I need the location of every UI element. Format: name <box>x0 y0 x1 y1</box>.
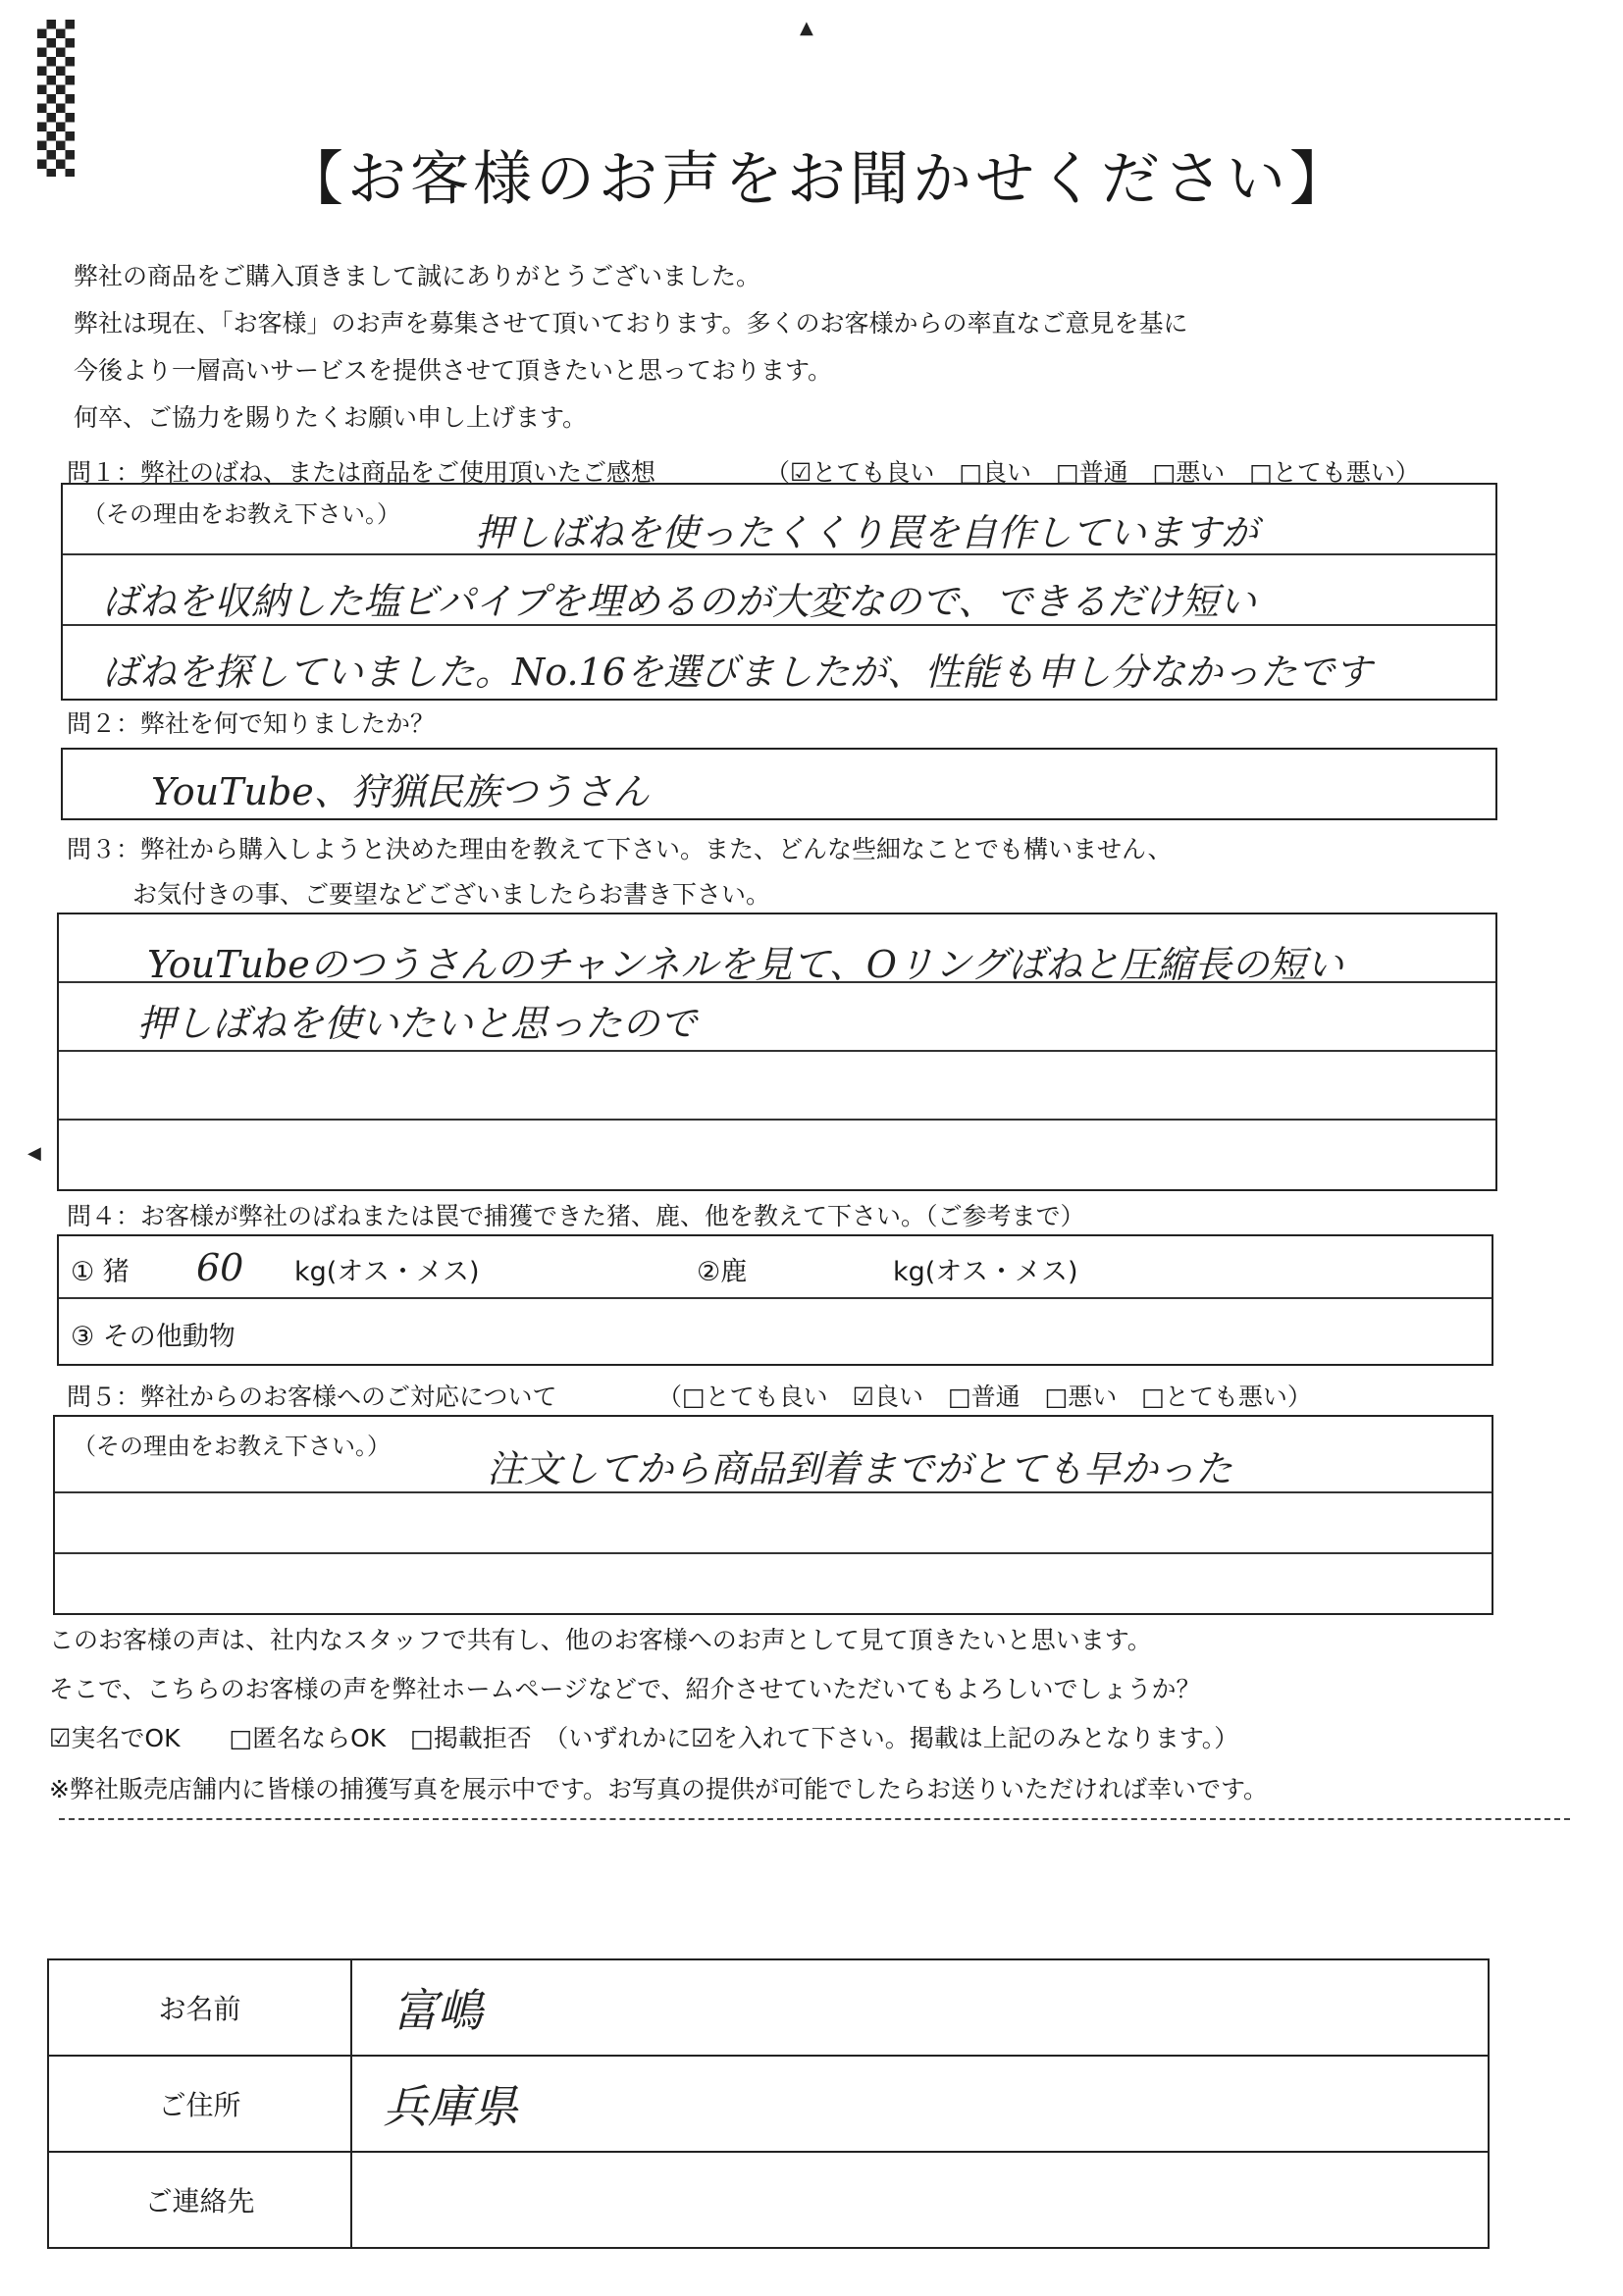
question-3-answer-box <box>57 913 1497 1191</box>
intro-line: 弊社は現在、「お客様」のお声を募集させて頂いております。多くのお客様からの率直なご意見を基に <box>74 309 1188 338</box>
checker-pattern <box>37 20 75 177</box>
divider <box>59 1818 1570 1820</box>
question-1-answer-line: ばねを収納した塩ビパイプを埋めるのが大変なので、できるだけ短い <box>102 580 1257 623</box>
consent-line: このお客様の声は、社内なスタッフで共有し、他のお客様へのお声として見て頂きたいと思います。 <box>49 1626 1152 1654</box>
question-2-answer-box <box>61 748 1497 820</box>
question-3-label: 問３：弊社から購入しようと決めた理由を教えて下さい。また、どんな些細なことでも構いません、 <box>67 835 1173 863</box>
question-3-label-2: お気付きの事、ご要望などございましたらお書き下さい。 <box>132 880 771 909</box>
question-1-reason-label: （その理由をお教え下さい。） <box>82 500 400 528</box>
question-5-options: （□とても良い ☑良い □普通 □悪い □とても悪い） <box>657 1383 1312 1411</box>
deer-unit: kg(オス・メス) <box>893 1257 1078 1287</box>
question-5-reason-label: （その理由をお教え下さい。） <box>73 1433 391 1460</box>
question-1-answer-box <box>61 483 1497 701</box>
question-4-label: 問４：お客様が弊社のばねまたは罠で捕獲できた猪、鹿、他を教えて下さい。（ご参考まで） <box>67 1202 1085 1230</box>
phone-field <box>351 2152 1489 2248</box>
name-label: お名前 <box>48 1959 351 2056</box>
ruled-line <box>59 1297 1492 1299</box>
question-3-answer-line: 押しばねを使いたいと思ったので <box>137 1002 698 1045</box>
boar-weight-value: 60 <box>196 1246 244 1289</box>
table-row <box>48 1959 1489 2056</box>
intro-line: 今後より一層高いサービスを提供させて頂きたいと思っております。 <box>74 356 833 385</box>
question-4-answer-box <box>57 1234 1493 1366</box>
question-5-answer-box <box>53 1415 1493 1615</box>
address-field <box>351 2056 1489 2152</box>
question-2-answer: YouTube、狩猟民族つうさん <box>151 770 650 813</box>
intro-line: 弊社の商品をご購入頂きまして誠にありがとうございました。 <box>74 262 761 290</box>
intro-line: 何卒、ご協力を賜りたくお願い申し上げます。 <box>74 403 588 432</box>
question-5-answer: 注文してから商品到着までがとても早かった <box>487 1447 1233 1490</box>
phone-label: ご連絡先 <box>48 2152 351 2248</box>
name-field <box>351 1959 1489 2056</box>
question-1-label: 問１：弊社のばね、または商品をご使用頂いたご感想 <box>67 458 656 487</box>
ruled-line <box>59 1050 1495 1052</box>
registration-mark-icon: ◀ <box>27 1143 41 1164</box>
boar-label: ① 猪 <box>71 1257 130 1287</box>
ruled-line <box>55 1552 1492 1554</box>
question-1-answer-line: ばねを探していました。No.16を選びましたが、性能も申し分なかったです <box>102 651 1372 694</box>
table-row <box>48 2056 1489 2152</box>
question-1-options: （☑とても良い □良い □普通 □悪い □とても悪い） <box>765 458 1420 487</box>
address-label: ご住所 <box>48 2056 351 2152</box>
consent-line: そこで、こちらのお客様の声を弊社ホームページなどで、紹介させていただいてもよろしいでしょうか？ <box>49 1675 1201 1703</box>
contact-table <box>47 1958 1490 2249</box>
registration-mark-icon: ▲ <box>800 18 813 38</box>
ruled-line <box>59 1119 1495 1121</box>
address-value: 兵庫県 <box>383 2080 518 2133</box>
question-1-answer-line: 押しばねを使ったくくり罠を自作していますが <box>475 511 1259 554</box>
question-5-label: 問５：弊社からのお客様へのご対応について <box>67 1383 557 1411</box>
deer-label: ②鹿 <box>697 1257 748 1287</box>
question-3-answer-line: YouTubeのつうさんのチャンネルを見て、Oリングばねと圧縮長の短い <box>147 943 1344 986</box>
consent-options: ☑実名でOK □匿名ならOK □掲載拒否 （いずれかに☑を入れて下さい。掲載は上記のみとなります。） <box>49 1724 1239 1752</box>
other-animal-label: ③ その他動物 <box>71 1322 236 1352</box>
page-title: 【お客様のお声をお聞かせください】 <box>285 145 1352 214</box>
name-value: 富嶋 <box>393 1984 483 2037</box>
table-row <box>48 2152 1489 2248</box>
consent-note: ※弊社販売店舗内に皆様の捕獲写真を展示中です。お写真の提供が可能でしたらお送りいただければ幸いです。 <box>49 1775 1268 1803</box>
question-2-label: 問２：弊社を何で知りましたか？ <box>67 709 436 738</box>
boar-unit: kg(オス・メス) <box>294 1257 480 1287</box>
